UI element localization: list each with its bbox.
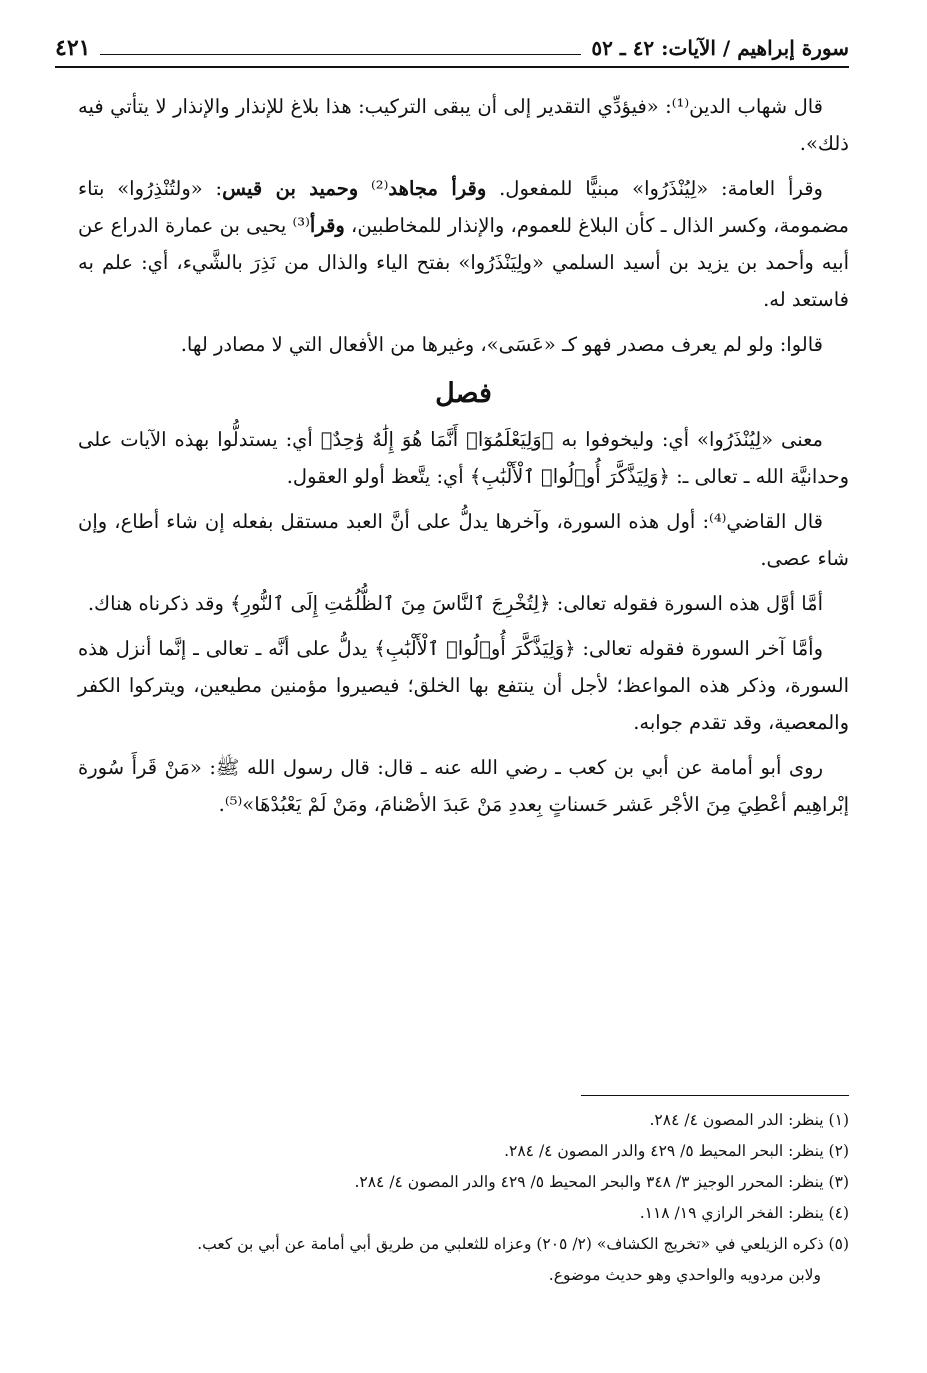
paragraph-4	[78, 421, 849, 495]
paragraph-7	[78, 630, 849, 741]
paragraph-2	[78, 170, 849, 318]
main-text	[78, 88, 849, 831]
reader-humaid: وحميد بن قيس	[222, 177, 359, 200]
header-title: سورة إبراهيم / الآيات: ٤٢ ـ ٥٢	[591, 36, 849, 60]
paragraph-6-part-c: وقد ذكرناه هناك.	[87, 592, 231, 615]
footnote-5-continuation: ولابن مردويه والواحدي وهو حديث موضوع.	[548, 1266, 821, 1284]
footnote-1: (١) ينظر: الدر المصون ٤/ ٢٨٤.	[649, 1111, 849, 1129]
running-header	[55, 30, 849, 68]
quran-verse-1: ﴿وَلِيَعْلَمُوٓا۟ أَنَّمَا هُوَ إِلَٰهٌ وَٰحِدٌ﴾	[320, 428, 554, 451]
paragraph-1: قال شهاب الدين⁽¹⁾: «فيؤدِّي التقدير إلى أن يبقى التركيب: هذا بلاغ للإنذار والإنذار لا يتأتي فيه ذلك».	[78, 95, 849, 155]
paragraph-2-part-e: : «ولتُنْذِرُوا» بتاء مضمومة، وكسر الذال ـ كأن البلاغ للعموم، والإنذار للمخاطبين،	[78, 177, 849, 237]
footnote-ref-2: ⁽²⁾	[358, 177, 389, 200]
footnote-4: (٤) ينظر: الفخر الرازي ١٩/ ١١٨.	[639, 1204, 849, 1222]
footnote-separator	[581, 1095, 849, 1096]
paragraph-4-part-e: أي: يتَّعظ أولو العقول.	[286, 465, 470, 488]
section-heading: فصل	[435, 378, 492, 409]
footnotes	[78, 1105, 849, 1291]
quran-verse-3: ﴿لِتُخْرِجَ ٱلنَّاسَ مِنَ ٱلظُّلُمَٰتِ إِلَى ٱلنُّورِ﴾	[230, 592, 551, 615]
paragraph-7-part-a: وأمَّا آخر السورة فقوله تعالى:	[575, 637, 823, 660]
paragraph-2-part-g: ⁽³⁾ يحيى بن عمارة الدراع عن أبيه وأحمد بن يزيد بن أسيد السلمي «ولِيَنْذَرُوا» بفتح الياء والذال من نَذِرَ بالشَّيء، أي: علم به فاستعد له.	[78, 214, 849, 311]
paragraph-4-part-a: معنى «لِيُنْذَرُوا» أي: وليخوفوا به	[553, 428, 823, 451]
footnote-2: (٢) ينظر: البحر المحيط ٥/ ٤٢٩ والدر المصون ٤/ ٢٨٤.	[504, 1142, 849, 1160]
paragraph-2-part-a: وقرأ العامة: «لِيُنْذَرُوا» مبنيًّا للمفعول.	[486, 177, 823, 200]
footnote-3: (٣) ينظر: المحرر الوجيز ٣/ ٣٤٨ والبحر المحيط ٥/ ٤٢٩ والدر المصون ٤/ ٢٨٤.	[354, 1173, 849, 1191]
reader-mujahid: وقرأ مجاهد	[388, 177, 487, 200]
footnote-5: (٥) ذكره الزيلعي في «تخريج الكشاف» (٢/ ٢٠٥) وعزاه للثعلبي من طريق أبي أمامة عن أبي بن كعب.	[197, 1235, 849, 1253]
header-rule	[100, 42, 581, 55]
quran-verse-2: ﴿وَلِيَذَّكَّرَ أُو۟لُوا۟ ٱلْأَلْبَٰبِ﴾	[469, 465, 670, 488]
paragraph-5: قال القاضي⁽⁴⁾: أول هذه السورة، وآخرها يدلُّ على أنَّ العبد مستقل بفعله إن شاء أطاع، وإن شاء عصى.	[78, 510, 849, 570]
paragraph-6	[78, 585, 849, 622]
paragraph-6-part-a: أمَّا أوَّل هذه السورة فقوله تعالى:	[550, 592, 823, 615]
paragraph-7-part-c: يدلُّ على أنَّه ـ تعالى ـ إنَّما أنزل هذه السورة، وذكر هذه المواعظ؛ لأجل أن ينتفع بها الخلق؛ فيصيروا مؤمنين مطيعين، ويتركوا الكفر والمعصية، وقد تقدم جوابه.	[78, 637, 849, 734]
paragraph-8: روى أبو أمامة عن أبي بن كعب ـ رضي الله عنه ـ قال: قال رسول الله ﷺ: «مَنْ قَرأَ سُورة إبْراهِيم أعْطِيَ مِنَ الأجْر عَشر حَسناتٍ بِعددِ مَنْ عَبدَ الأصْنامَ، ومَنْ لَمْ يَعْبُدْهَا»⁽⁵⁾.	[78, 756, 849, 816]
quran-verse-4: ﴿وَلِيَذَّكَّرَ أُو۟لُوا۟ ٱلْأَلْبَٰبِ﴾	[374, 637, 576, 660]
reading-label: وقرأ	[309, 214, 345, 237]
paragraph-4-part-c: أي: يستدلُّوا بهذه الآيات على وحدانيَّة الله ـ تعالى ـ:	[78, 428, 849, 488]
paragraph-3: قالوا: ولو لم يعرف مصدر فهو كـ «عَسَى»، وغيرها من الأفعال التي لا مصادر لها.	[180, 333, 823, 356]
page-number: ٤٢١	[55, 35, 91, 61]
